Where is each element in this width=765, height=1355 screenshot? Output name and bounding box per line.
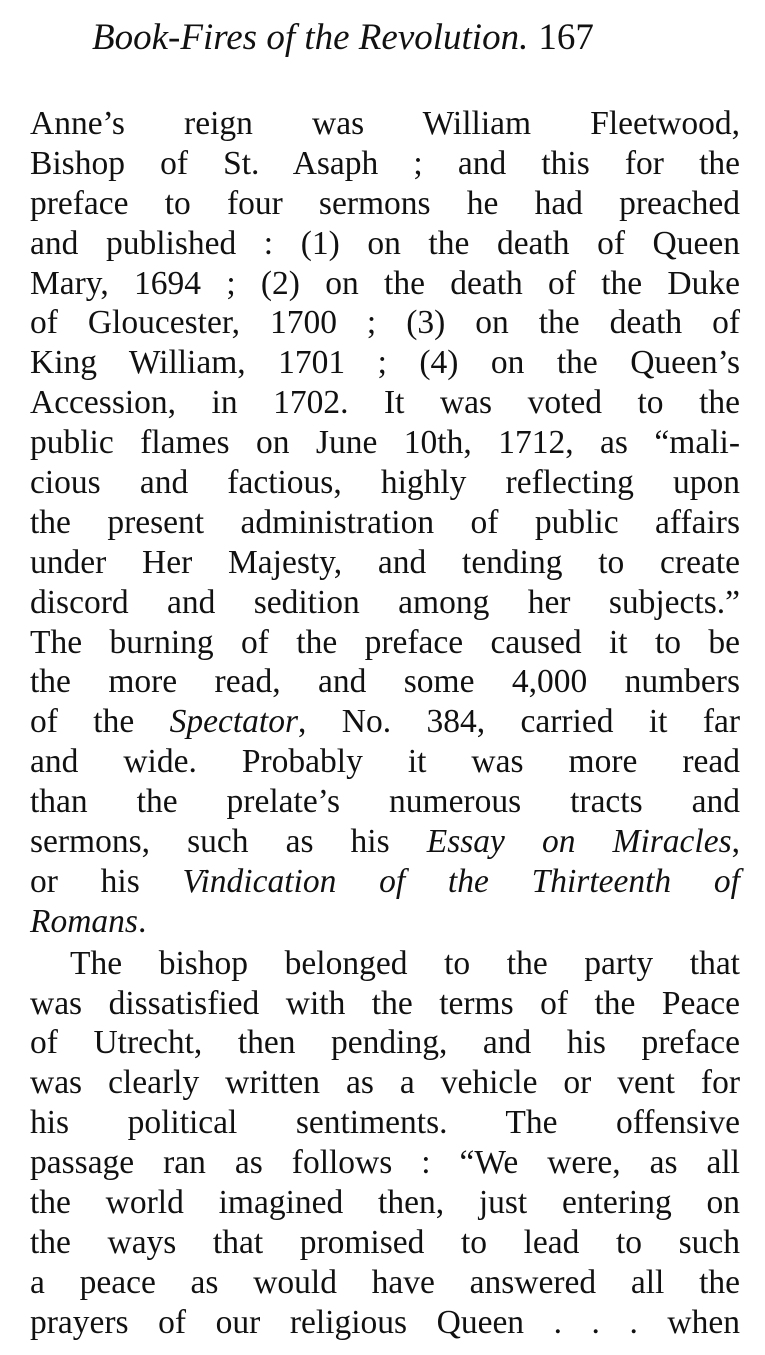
text-line: King William, 1701 ; (4) on the Queen’s [30,344,740,382]
text-line: public flames on June 10th, 1712, as “mali- [30,424,740,462]
text-line: Bishop of St. Asaph ; and this for the [30,144,740,182]
text-line [30,702,740,742]
text-line: of Gloucester, 1700 ; (3) on the death of [30,304,740,342]
text-line: cious and factious, highly reflecting upon [30,464,740,502]
text-line: of Utrecht, then pending, and his preface [30,1024,740,1062]
text-line: his political sentiments. The offensive [30,1104,740,1142]
text-run: , No. 384, carried it far [298,703,740,741]
text-line: Accession, in 1702. It was voted to the [30,384,740,422]
page-number: 167 [538,17,594,58]
text-line: a peace as would have answered all the [30,1263,740,1301]
italic-title-spectator: Spectator [169,703,298,741]
text-line: and published : (1) on the death of Queen [30,224,740,262]
text-line: Anne’s reign was William Fleetwood, [30,105,740,142]
body-text [30,104,740,1343]
text-run: , [731,823,740,861]
text-line: passage ran as follows : “We were, as all [30,1144,740,1182]
text-line [30,862,740,902]
text-line [30,822,740,862]
text-line: prayers of our religious Queen . . . when [30,1303,740,1341]
text-line: the more read, and some 4,000 numbers [30,663,740,701]
text-line: preface to four sermons he had preached [30,184,740,222]
text-run: sermons, such as his [30,823,427,861]
text-line: Mary, 1694 ; (2) on the death of the Duke [30,264,740,302]
italic-title-romans: Romans [30,902,138,940]
text-line: and wide. Probably it was more read [30,743,740,781]
italic-title-essay: Essay on Miracles [426,823,732,861]
text-line: discord and sedition among her subjects.” [30,583,740,621]
text-run: or his [30,862,183,900]
paragraph-start-line: The bishop belonged to the party that [70,944,740,982]
text-line: was dissatisfied with the terms of the Peace [30,984,740,1022]
text-line: the ways that promised to lead to such [30,1223,740,1261]
text-line: the world imagined then, just entering on [30,1184,740,1222]
text-line: The burning of the preface caused it to be [30,623,740,661]
text-line [30,902,740,942]
running-title: Book-Fires of the Revolution. [92,17,529,58]
text-line: was clearly written as a vehicle or vent for [30,1064,740,1102]
running-head [92,14,732,62]
text-run: . [137,902,147,940]
italic-title-vindication: Vindication of the Thirteenth of [182,862,740,900]
text-line: under Her Majesty, and tending to create [30,543,740,581]
text-line: the present administration of public affairs [30,503,740,541]
text-run: of the [30,703,170,741]
text-line: than the prelate’s numerous tracts and [30,783,740,821]
